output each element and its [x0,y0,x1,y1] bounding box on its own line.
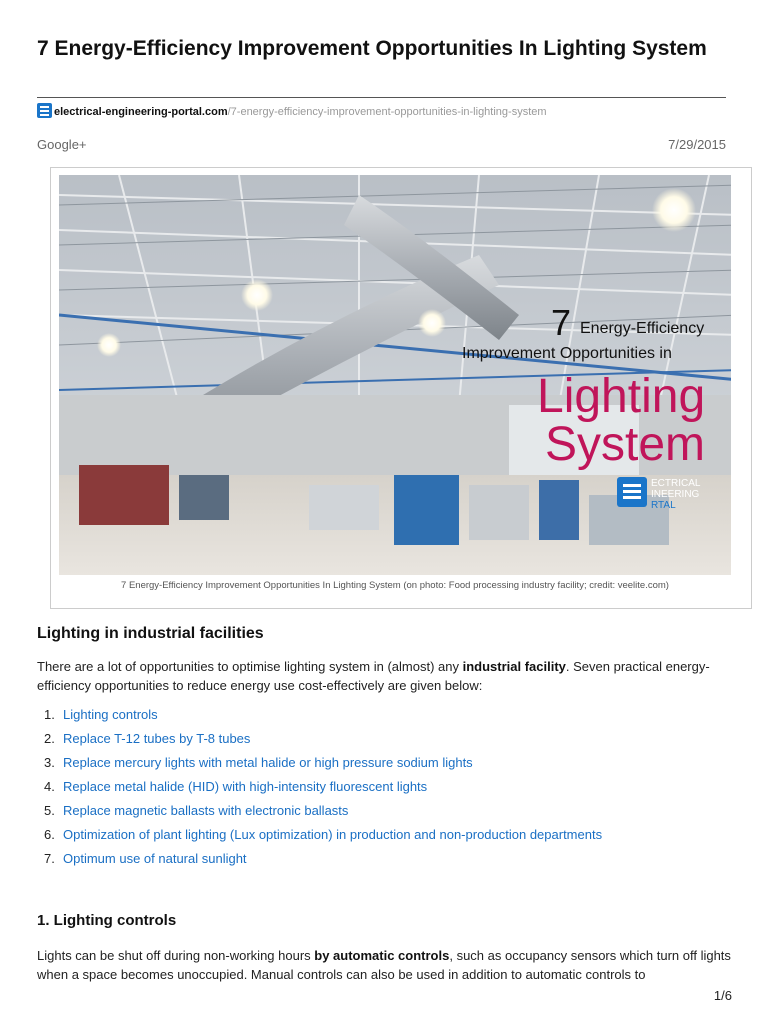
list-number: 7. [44,851,55,866]
opportunity-list [37,705,602,873]
hero-photo [59,175,731,575]
list-item [37,753,602,777]
list-item [37,777,602,801]
intro-bold: industrial facility [462,659,566,674]
list-link[interactable]: Optimum use of natural sunlight [63,851,247,866]
overlay-big2: System [545,418,706,471]
list-item [37,801,602,825]
list-link[interactable]: Replace T-12 tubes by T-8 tubes [63,731,251,746]
list-number: 5. [44,803,55,818]
intro-text-before: There are a lot of opportunities to optimise lighting system in (almost) any [37,659,463,674]
intro-paragraph [37,657,737,695]
list-link[interactable]: Replace magnetic ballasts with electronic ballasts [63,803,349,818]
overlay-number: 7 [551,302,572,343]
figure [50,167,731,609]
logo-line1: ECTRICAL [651,478,701,489]
url-path[interactable]: /7-energy-efficiency-improvement-opportunities-in-lighting-system [227,106,547,118]
list-link[interactable]: Lighting controls [63,707,158,722]
figure-caption: 7 Energy-Efficiency Improvement Opportunities In Lighting System (on photo: Food processing industry facility; credit: veelite.com) [121,580,669,591]
list-number: 3. [44,755,55,770]
overlay-line1: Energy-Efficiency [580,320,705,337]
overlay-line2: Improvement Opportunities in [462,345,672,362]
overlay-big1: Lighting [537,370,706,423]
intro-text-after: . Seven practical energy-efficiency opportunities to reduce energy use cost-effectively are given below: [37,659,710,693]
list-number: 4. [44,779,55,794]
publish-date: 7/29/2015 [668,137,726,152]
source-url[interactable] [37,103,547,121]
list-item [37,849,602,873]
list-number: 1. [44,707,55,722]
list-item [37,705,602,729]
logo-line3: RTAL [651,500,676,511]
portal-logo-icon [37,103,52,118]
subsection-heading: 1. Lighting controls [37,912,177,929]
share-label[interactable]: Google+ [37,137,87,152]
list-link[interactable]: Optimization of plant lighting (Lux optimization) in production and non-production departments [63,827,603,842]
url-domain[interactable]: electrical-engineering-portal.com [54,106,228,118]
list-item [37,729,602,753]
body-text-after: , such as occupancy sensors which turn off lights when a space becomes unoccupied. Manual controls can also be used in addition to automatic controls to [37,948,731,982]
body-text-before: Lights can be shut off during non-working hours [37,948,315,963]
list-link[interactable]: Replace mercury lights with metal halide or high pressure sodium lights [63,755,473,770]
page-indicator: 1/6 [713,988,732,1003]
body-paragraph [37,946,732,984]
logo-line2: INEERING [651,489,700,500]
list-number: 2. [44,731,55,746]
section-heading: Lighting in industrial facilities [37,625,264,642]
article-title: 7 Energy-Efficiency Improvement Opportunities In Lighting System [37,37,707,60]
list-link[interactable]: Replace metal halide (HID) with high-intensity fluorescent lights [63,779,428,794]
body-bold: by automatic controls [314,948,450,963]
list-item [37,825,602,849]
title-divider [37,97,726,98]
list-number: 6. [44,827,55,842]
